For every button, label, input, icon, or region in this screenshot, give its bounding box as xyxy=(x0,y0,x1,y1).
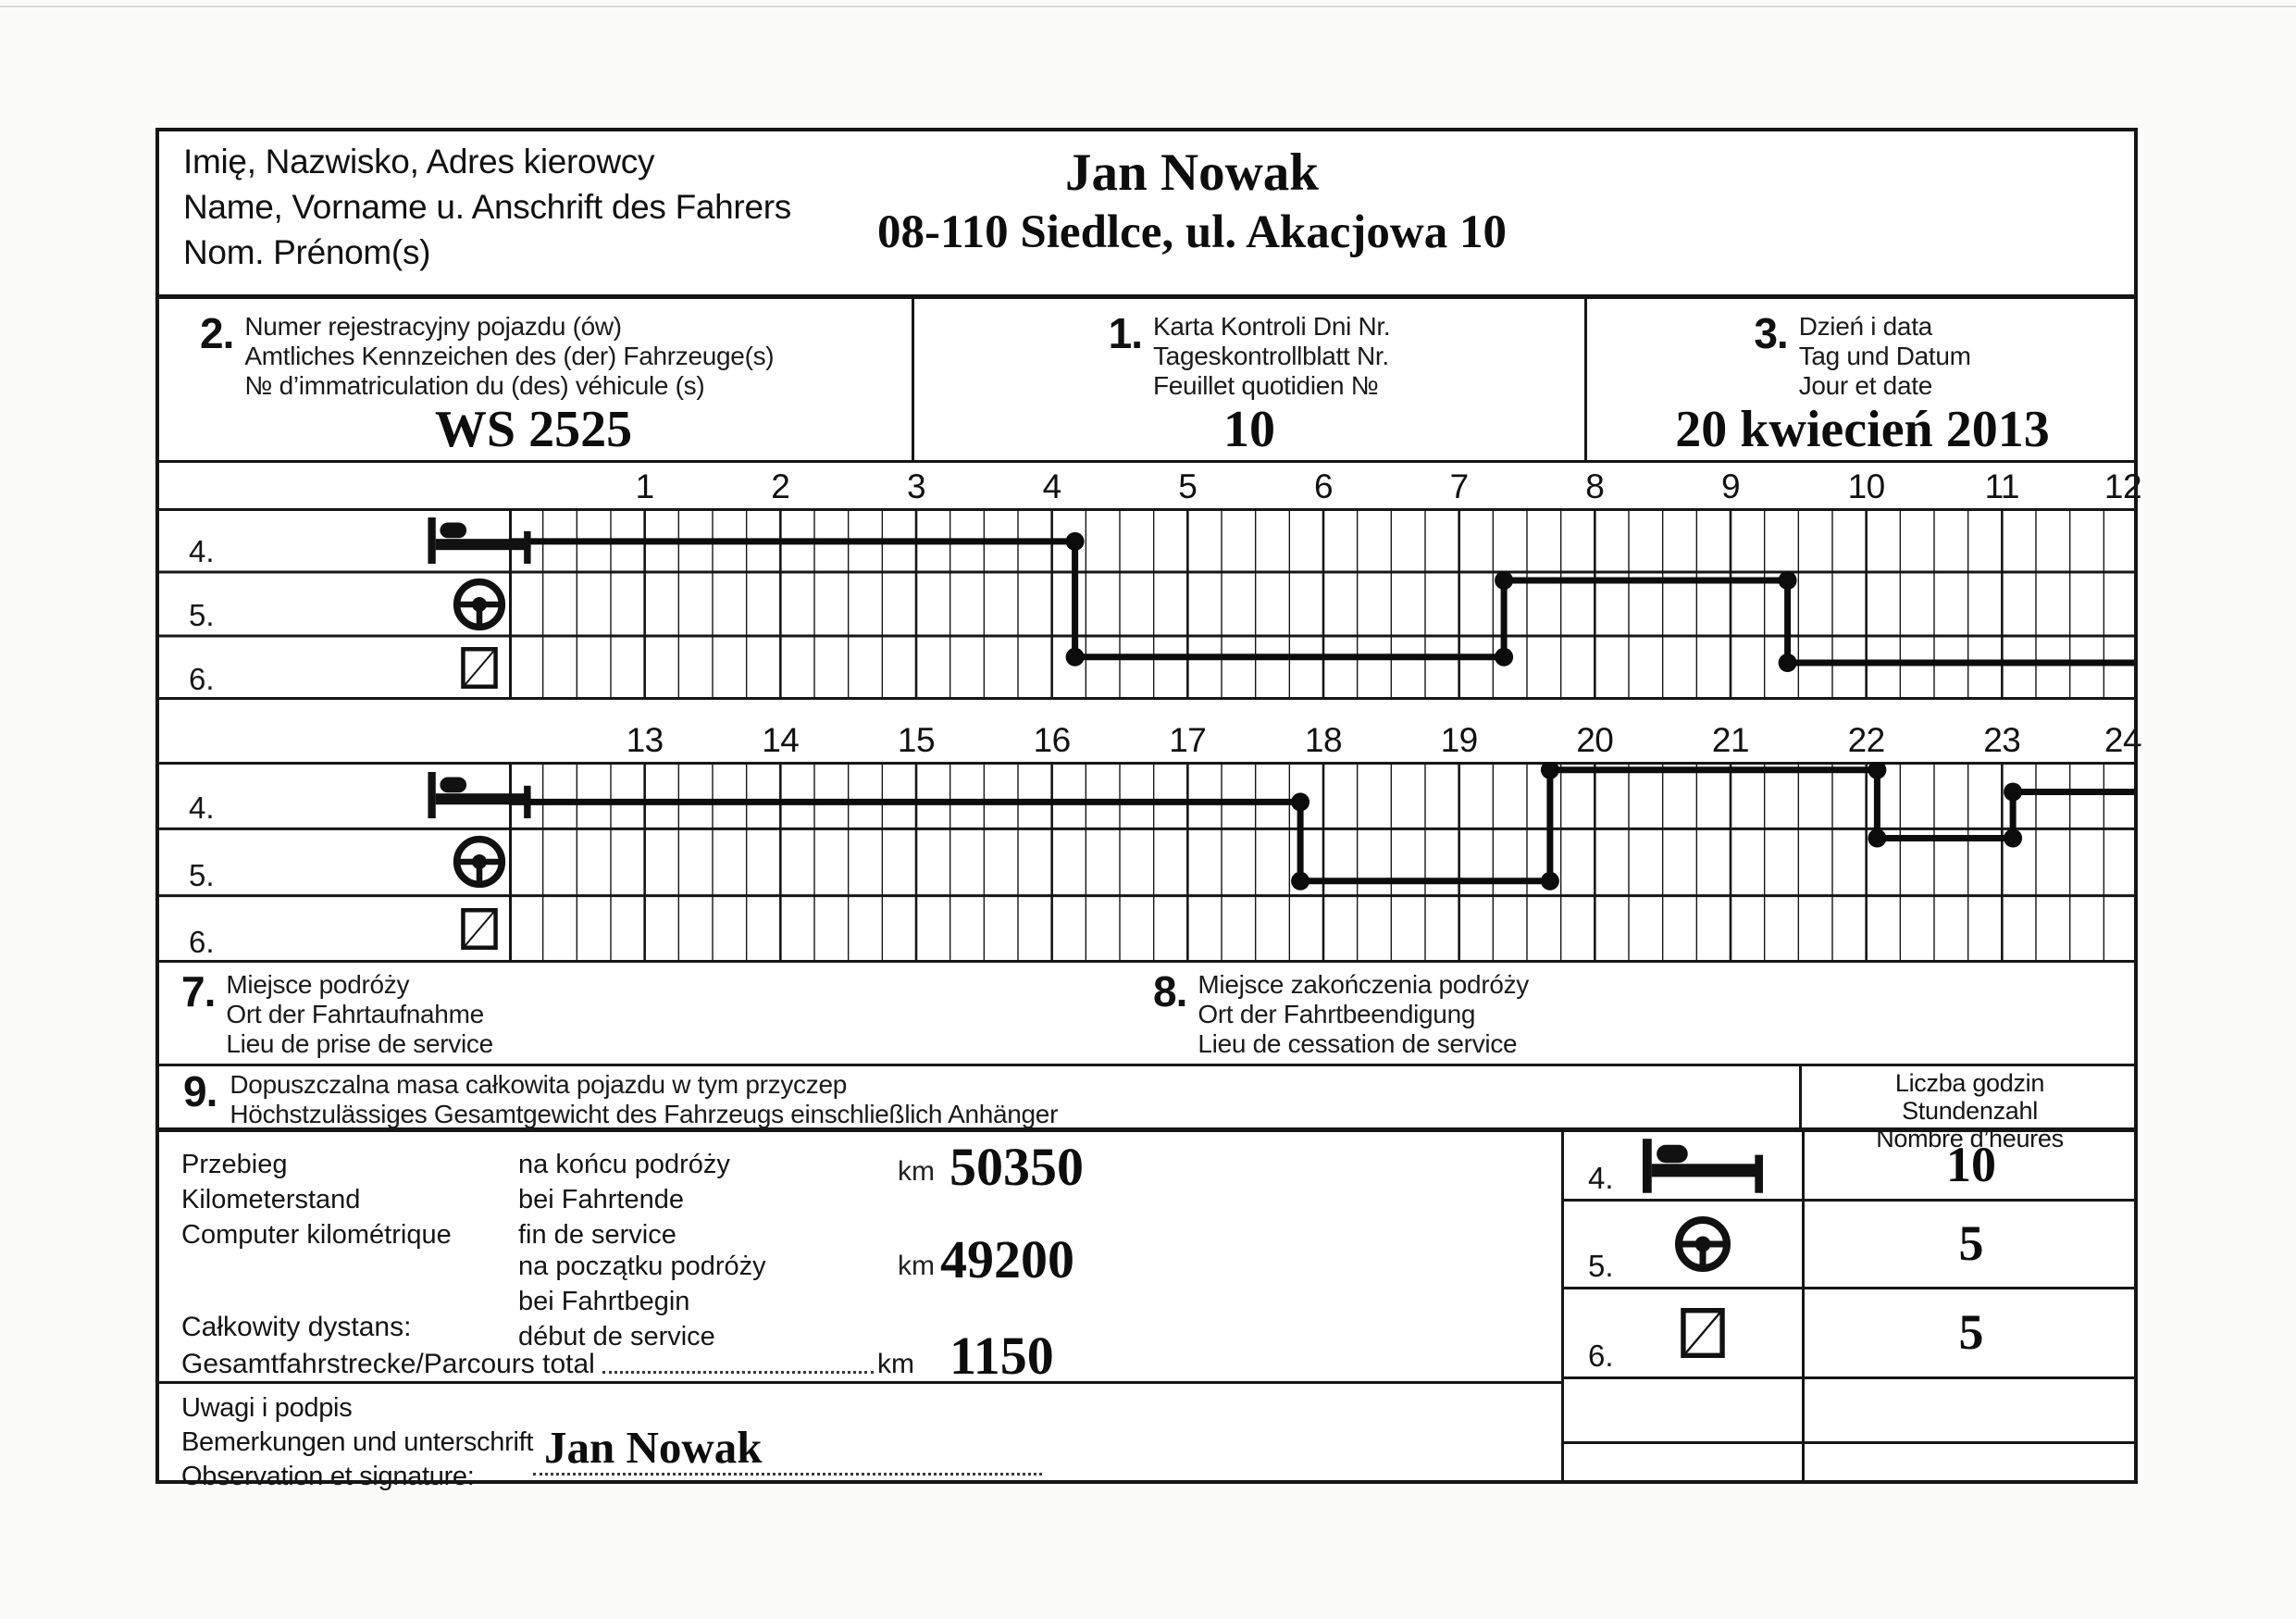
driver-address: 08-110 Siedlce, ul. Akacjowa 10 xyxy=(876,206,1507,258)
hour-label: 2 xyxy=(771,467,790,505)
hour-label: 17 xyxy=(1169,721,1207,759)
field-number: 1. xyxy=(1108,309,1142,357)
hour-label: 4 xyxy=(1042,467,1061,505)
summary-row xyxy=(1564,1132,2138,1202)
hours-count-header: Liczba godzin Stundenzahl Nombre d’heures xyxy=(1799,1066,2138,1127)
trace-node-dot xyxy=(1495,648,1513,666)
field-2-vehicle-registration xyxy=(155,299,912,460)
driver-identity-block xyxy=(674,143,1710,261)
steering-wheel-icon xyxy=(1673,1214,1732,1274)
field-3-date xyxy=(1584,299,2138,460)
steering-wheel-icon xyxy=(452,577,507,632)
hour-label: 19 xyxy=(1440,721,1478,759)
row-number: 5. xyxy=(189,598,215,632)
hour-label: 5 xyxy=(1178,467,1198,505)
scan-artifact-line xyxy=(0,6,2296,7)
bed-icon xyxy=(428,517,531,564)
field-number: 3. xyxy=(1754,309,1788,357)
odometer-start-label: na początku podróży bei Fahrtbegin début de service xyxy=(518,1252,766,1351)
trace-node-dot xyxy=(1868,829,1886,848)
vehicle-registration-value: WS 2525 xyxy=(434,401,633,458)
trace-node-dot xyxy=(1291,792,1309,811)
remarks-block xyxy=(155,1384,1561,1491)
field-label: Numer rejestracyjny pojazdu (ów) Amtliches Kennzeichen des (der) Fahrzeuge(s) № d’immatriculation du (des) véhicule (s) xyxy=(244,312,775,400)
signature-dotted-line xyxy=(533,1473,1042,1476)
trip-places-row xyxy=(155,963,2138,1066)
trace-node-dot xyxy=(1779,571,1797,590)
hour-label: 16 xyxy=(1033,721,1071,759)
field-9-max-weight xyxy=(183,1067,1059,1129)
hours-value: 10 xyxy=(1946,1136,1996,1192)
sheet-number-value: 10 xyxy=(1223,401,1275,458)
activity-row-rest xyxy=(155,508,509,572)
odometer-end-value: 50350 xyxy=(949,1137,1084,1197)
hour-label: 18 xyxy=(1304,721,1343,759)
field-label: Miejsce zakończenia podróży Ort der Fahrtbeendigung Lieu de cessation de service xyxy=(1198,970,1530,1058)
trace-node-dot xyxy=(1779,654,1797,672)
hour-label: 8 xyxy=(1585,467,1605,505)
row-number: 4. xyxy=(189,791,215,826)
dotted-leader xyxy=(602,1370,874,1374)
total-distance-label: Całkowity dystans: xyxy=(181,1312,412,1342)
hour-label: 9 xyxy=(1720,467,1741,505)
hour-label: 12 xyxy=(2104,467,2142,505)
date-value: 20 kwiecień 2013 xyxy=(1675,401,2050,458)
field-number: 2. xyxy=(200,309,234,357)
summary-row xyxy=(1564,1444,2138,1484)
trace-node-dot xyxy=(2004,783,2022,802)
field-1-sheet-number xyxy=(912,299,1584,460)
column-divider xyxy=(1802,1379,1805,1441)
hour-label: 14 xyxy=(762,721,800,759)
hour-labels-0-12 xyxy=(155,463,2142,508)
activity-row-other-work xyxy=(155,636,509,700)
summary-row xyxy=(1564,1289,2138,1379)
driver-name: Jan Nowak xyxy=(1065,143,1319,202)
km-unit: km xyxy=(898,1251,935,1281)
row-number: 5. xyxy=(1588,1249,1614,1283)
hours-summary-table xyxy=(1561,1132,2138,1484)
bed-icon xyxy=(1643,1139,1763,1193)
row-number: 4. xyxy=(189,534,215,568)
steering-wheel-icon xyxy=(452,834,507,890)
row-number: 4. xyxy=(1588,1161,1614,1195)
trace-node-dot xyxy=(1495,571,1513,590)
field-label: Karta Kontroli Dni Nr. Tageskontrollblatt Nr. Feuillet quotidien № xyxy=(1152,312,1391,400)
odometer-start-value: 49200 xyxy=(940,1229,1074,1289)
hour-label: 11 xyxy=(1984,467,2020,505)
hour-label: 10 xyxy=(1847,467,1885,505)
remarks-label: Uwagi i podpis Bemerkungen und unterschrift Observation et signature: xyxy=(181,1393,534,1491)
km-unit: km xyxy=(898,1156,935,1187)
trace-node-dot xyxy=(1066,648,1085,666)
crossed-square-icon xyxy=(461,908,498,950)
hour-label: 3 xyxy=(906,467,926,505)
max-weight-row xyxy=(155,1066,2138,1152)
activity-row-labels-afternoon xyxy=(155,762,509,963)
total-distance-label-2: Gesamtfahrstrecke/Parcours total xyxy=(181,1349,595,1379)
driver-field-label: Imię, Nazwisko, Adres kierowcy Name, Vorname u. Anschrift des Fahrers Nom. Prénom(s) xyxy=(183,143,791,271)
activity-row-driving xyxy=(155,572,509,636)
field-number: 7. xyxy=(181,967,216,1015)
control-sheet-form xyxy=(155,128,2142,1491)
row-number: 6. xyxy=(1588,1339,1614,1373)
hour-label: 7 xyxy=(1449,467,1469,505)
activity-row-other-work xyxy=(155,896,509,963)
hour-label: 13 xyxy=(626,721,664,759)
hour-label: 22 xyxy=(1847,721,1885,759)
odometer-label: Przebieg Kilometerstand Computer kilométrique xyxy=(181,1150,452,1250)
field-label: Dzień i data Tag und Datum Jour et date xyxy=(1798,312,1971,400)
odometer-block xyxy=(155,1132,1561,1384)
row-number: 6. xyxy=(189,662,215,696)
bed-icon xyxy=(428,772,531,818)
total-distance-line xyxy=(181,1349,914,1380)
field-label: Miejsce podróży Ort der Fahrtaufnahme Lieu de prise de service xyxy=(226,970,493,1058)
hour-label: 15 xyxy=(897,721,936,759)
km-unit: km xyxy=(877,1349,914,1379)
activity-row-rest xyxy=(155,762,509,828)
total-distance-value: 1150 xyxy=(949,1326,1054,1386)
trace-node-dot xyxy=(1541,762,1559,779)
field-number: 9. xyxy=(183,1067,217,1115)
crossed-square-icon xyxy=(461,647,498,689)
hour-label: 21 xyxy=(1711,721,1750,759)
driver-signature: Jan Nowak xyxy=(544,1422,763,1473)
hour-labels-12-24 xyxy=(155,700,2142,762)
hour-label: 6 xyxy=(1313,467,1334,505)
hours-value: 5 xyxy=(1958,1303,1984,1360)
trace-node-dot xyxy=(1868,762,1886,779)
odometer-end-label: na końcu podróży bei Fahrtende fin de service xyxy=(518,1150,730,1250)
hour-label: 1 xyxy=(635,467,654,505)
field-7-trip-start-place xyxy=(181,967,493,1059)
hour-label: 24 xyxy=(2104,721,2142,759)
trace-node-dot xyxy=(1066,532,1085,551)
activity-row-labels-morning xyxy=(155,508,509,700)
column-divider xyxy=(1802,1444,1805,1484)
hour-label: 23 xyxy=(1983,721,2021,759)
trace-node-dot xyxy=(1541,872,1559,890)
field-number: 8. xyxy=(1153,967,1187,1015)
trace-node-dot xyxy=(1291,872,1309,890)
crossed-square-icon xyxy=(1681,1308,1725,1358)
hour-label: 20 xyxy=(1576,721,1614,759)
summary-row xyxy=(1564,1202,2138,1289)
hours-value: 5 xyxy=(1958,1214,1984,1271)
section-row xyxy=(155,294,2138,463)
activity-row-driving xyxy=(155,828,509,895)
row-number: 6. xyxy=(189,924,215,959)
row-number: 5. xyxy=(189,857,215,892)
field-label: Dopuszczalna masa całkowita pojazdu w tym przyczep Höchstzulässiges Gesamtgewicht des Fahrzeugs einschließlich Anhänger xyxy=(230,1070,1059,1128)
trace-node-dot xyxy=(2004,829,2022,848)
summary-row xyxy=(1564,1379,2138,1444)
field-8-trip-end-place xyxy=(1153,967,1530,1059)
